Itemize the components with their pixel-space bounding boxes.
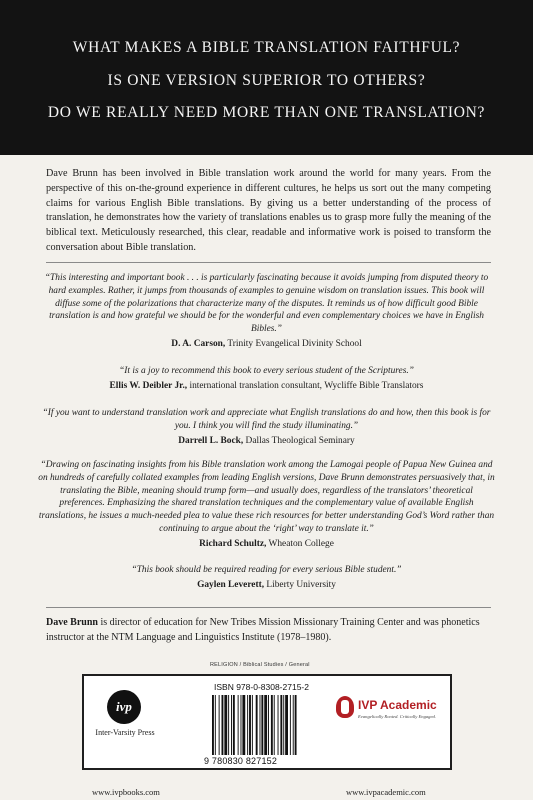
endorsement-text: “Drawing on fascinating insights from his Bible translation work among the Lamogai people of Papua New Guinea and on hundreds of carefully collated examples from leading English versions, Dave Brunn demonstrates persuasively that, in translating the Bible, meaning should trump form—and usually does, regardless of the translators’ theoretical preferences. Emphasizing the shared translation techniques and the complementary value of available English translations, he issues a much-needed plea to value these rich resources for better understanding God’s Word rather than continuing to argue about the ‘right’ way to translate it.” <box>38 460 495 534</box>
barcode-bar <box>283 695 284 755</box>
barcode-bar <box>241 695 242 755</box>
endorsement-text: “This interesting and important book . . . is particularly fascinating because it avoids jumping from disputed theory to hard examples. Rather, it jumps from thousands of examples to genuine wisdom on translation issues. This book will diffuse some of the polarizations that characterize many of the disputes. It reminds us of how difficult good Bible translation is and how grateful we should be for the wonderful and even complementary choices we have in English Bibles.” <box>44 273 489 335</box>
endorser-affiliation: Dallas Theological Seminary <box>243 435 355 446</box>
barcode-bar <box>212 695 214 755</box>
barcode-bar <box>222 695 224 755</box>
author-bio-text: is director of education for New Tribes Mission Missionary Training Center and was phonetics instructor at the NTM Language and Linguistics Institute (1978–1980). <box>46 617 480 643</box>
endorsement-attribution <box>38 538 495 551</box>
website-ivpacademic[interactable]: www.ivpacademic.com <box>346 787 426 797</box>
barcode-bar <box>247 695 248 755</box>
barcode-bar <box>264 695 267 755</box>
endorsement-leverett <box>38 564 495 592</box>
endorser-name: D. A. Carson, <box>171 338 226 349</box>
barcode-bar <box>252 695 253 755</box>
intro-paragraph: Dave Brunn has been involved in Bible translation work around the world for many years. From the perspective of this on-the-ground experience in different cultures, he helps us sort out the many competing claims for various English Bible translations. By giving us a better understanding of the process of translation, he demonstrates how the variety of translations enables us to grasp more fully the meaning of the biblical text. Meticulously researched, this clear, readable and informative work is poised to transform the conversation about Bible translation. <box>46 168 491 253</box>
author-name: Dave Brunn <box>46 617 98 628</box>
endorsement-attribution <box>38 338 495 351</box>
barcode-bar <box>249 695 251 755</box>
cover-header <box>0 0 533 155</box>
barcode-panel <box>82 674 452 770</box>
endorser-name: Richard Schultz, <box>199 538 267 549</box>
barcode-bar <box>219 695 220 755</box>
author-bio <box>46 616 491 645</box>
bisac-category: RELIGION / Biblical Studies / General <box>210 662 310 668</box>
barcode-bar <box>215 695 216 755</box>
ivp-academic-name: IVP Academic <box>358 698 437 712</box>
barcode-bar <box>242 695 245 755</box>
endorser-affiliation: Liberty University <box>264 579 336 590</box>
endorser-affiliation: Trinity Evangelical Divinity School <box>225 338 362 349</box>
endorsement-text: “This book should be required reading for every serious Bible student.” <box>131 565 402 575</box>
endorsement-schultz <box>38 459 495 551</box>
endorsement-attribution <box>38 380 495 393</box>
barcode-bar <box>228 695 229 755</box>
endorsement-text: “It is a joy to recommend this book to every serious student of the Scriptures.” <box>119 366 414 376</box>
divider <box>46 262 491 263</box>
header-question-3: DO WE REALLY NEED MORE THAN ONE TRANSLATION? <box>47 104 486 121</box>
ivp-academic-tagline: Evangelically Rooted. Critically Engaged. <box>358 714 436 719</box>
endorsement-carson <box>38 272 495 351</box>
endorsement-bock <box>38 407 495 447</box>
barcode-bar <box>295 695 297 755</box>
endorsement-attribution <box>38 579 495 592</box>
header-question-2: IS ONE VERSION SUPERIOR TO OTHERS? <box>107 72 426 89</box>
barcode-bar <box>268 695 269 755</box>
header-question-1: WHAT MAKES A BIBLE TRANSLATION FAITHFUL? <box>72 39 461 56</box>
barcode-bar <box>293 695 294 755</box>
barcode <box>210 695 324 755</box>
isbn-label: ISBN 978-0-8308-2715-2 <box>214 682 309 692</box>
ivp-logo: ivp <box>107 690 141 724</box>
barcode-bar <box>260 695 261 755</box>
website-ivpbooks[interactable]: www.ivpbooks.com <box>92 787 160 797</box>
divider <box>46 607 491 608</box>
endorsement-text: “If you want to understand translation work and appreciate what English translations do and how, then this book is for you. I think you will find the study illuminating.” <box>42 408 491 431</box>
barcode-bar <box>231 695 232 755</box>
barcode-bar <box>261 695 263 755</box>
endorser-name: Darrell L. Bock, <box>178 435 244 446</box>
barcode-bar <box>233 695 235 755</box>
barcode-bar <box>256 695 258 755</box>
ivp-academic-mark-icon <box>336 696 354 718</box>
endorser-affiliation: Wheaton College <box>266 538 334 549</box>
barcode-bar <box>280 695 282 755</box>
barcode-bar <box>271 695 273 755</box>
barcode-bar <box>285 695 288 755</box>
barcode-bar <box>290 695 291 755</box>
endorsement-deibler <box>38 365 495 393</box>
barcode-bar <box>278 695 279 755</box>
endorser-name: Gaylen Leverett, <box>197 579 265 590</box>
publisher-name: Inter-Varsity Press <box>95 728 155 737</box>
barcode-bar <box>224 695 227 755</box>
endorser-name: Ellis W. Deibler Jr., <box>109 380 188 391</box>
barcode-digits: 9 780830 827152 <box>204 756 278 766</box>
endorser-affiliation: international translation consultant, Wycliffe Bible Translators <box>187 380 424 391</box>
barcode-bar <box>238 695 239 755</box>
endorsement-attribution <box>38 435 495 448</box>
barcode-bar <box>274 695 275 755</box>
